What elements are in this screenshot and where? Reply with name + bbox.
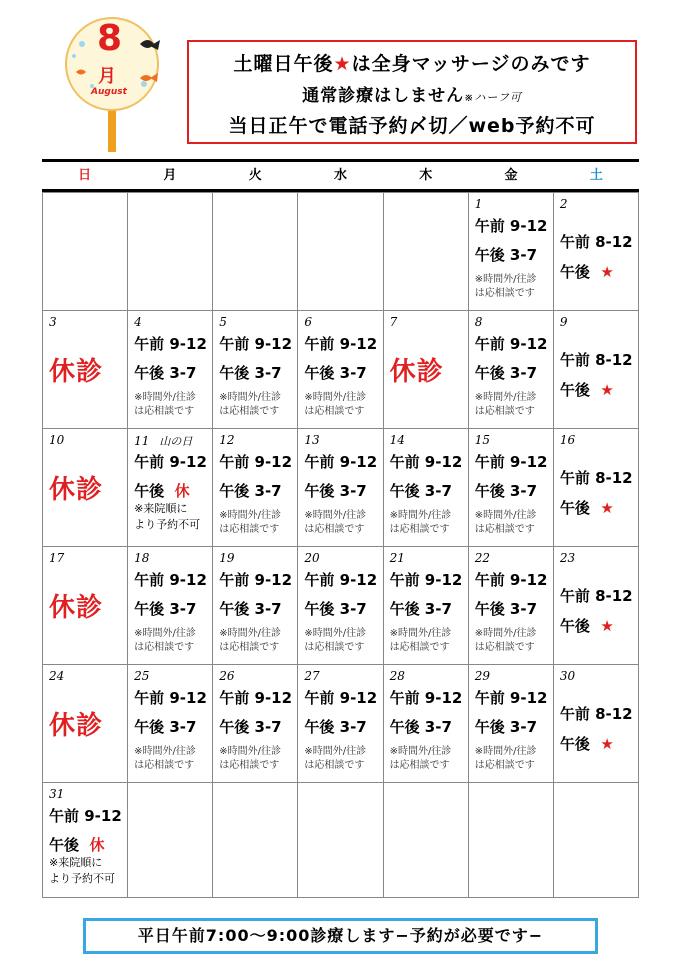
day-number: 8 — [474, 315, 483, 329]
calendar-week — [43, 783, 639, 898]
pm-closed: 午後 休 — [134, 482, 190, 500]
after-hours-note: ※時間外/往診 は応相談です — [304, 628, 367, 653]
after-hours-note: ※時間外/往診 は応相談です — [474, 392, 537, 417]
weekday-thu: 木 — [419, 168, 433, 183]
after-hours-note: ※時間外/往診 は応相談です — [304, 392, 367, 417]
day-number: 15 — [474, 433, 490, 447]
day-number: 9 — [559, 315, 568, 329]
calendar-grid — [42, 192, 639, 898]
calendar-cell — [383, 665, 468, 783]
after-hours-note: ※時間外/往診 は応相談です — [219, 628, 282, 653]
month-english: August — [91, 87, 127, 97]
calendar-cell-empty — [213, 783, 298, 898]
closed-label: 休診 — [49, 711, 104, 741]
pm-hours: 午後 3-7 — [304, 718, 367, 736]
am-hours: 午前 9-12 — [389, 571, 463, 589]
weekday-tue: 火 — [248, 168, 262, 183]
footer-notice: 平日午前7:00～9:00診療します−予約が必要です− — [83, 918, 598, 954]
calendar-cell — [298, 429, 383, 547]
calendar-cell — [213, 665, 298, 783]
calendar-week — [43, 547, 639, 665]
pm-closed: 午後 休 — [49, 836, 105, 854]
day-number: 20 — [304, 551, 320, 565]
am-hours: 午前 8-12 — [559, 587, 633, 605]
closed-label: 休診 — [49, 475, 104, 505]
after-hours-note: ※時間外/往診 は応相談です — [474, 510, 537, 535]
pm-hours: 午後 3-7 — [134, 364, 197, 382]
after-hours-note: ※時間外/往診 は応相談です — [474, 274, 537, 299]
day-number: 24 — [49, 669, 65, 683]
am-hours: 午前 9-12 — [474, 453, 548, 471]
day-number: 10 — [49, 433, 65, 447]
calendar-cell-empty — [298, 783, 383, 898]
calendar-cell — [468, 665, 553, 783]
star-icon: ★ — [600, 499, 614, 517]
calendar-cell — [298, 311, 383, 429]
day-number: 1 — [474, 197, 483, 211]
calendar-cell-sunday — [43, 547, 128, 665]
star-icon: ★ — [600, 617, 614, 635]
calendar-cell-saturday — [553, 193, 638, 311]
pm-hours: 午後 3-7 — [304, 364, 367, 382]
holiday-name: 山の日 — [159, 435, 193, 448]
pm-hours: 午後 3-7 — [474, 600, 538, 618]
after-hours-note: ※時間外/往診 は応相談です — [219, 510, 282, 535]
calendar-cell-empty — [298, 193, 383, 311]
holiday-note: ※来院順に より予約不可 — [49, 856, 115, 885]
calendar-cell-saturday — [553, 665, 638, 783]
calendar-cell-empty — [128, 193, 213, 311]
day-number: 4 — [134, 315, 142, 329]
month-number: 8 — [97, 18, 123, 59]
calendar-cell-sunday — [43, 665, 128, 783]
am-hours: 午前 8-12 — [559, 351, 633, 369]
pm-hours: 午後 3-7 — [389, 482, 452, 500]
day-number: 7 — [389, 315, 398, 329]
after-hours-note: ※時間外/往診 は応相談です — [219, 392, 282, 417]
closed-label: 休診 — [49, 357, 104, 387]
am-hours: 午前 9-12 — [474, 335, 548, 353]
day-number: 6 — [304, 315, 313, 329]
am-hours: 午前 9-12 — [389, 689, 463, 707]
pm-hours: 午後 3-7 — [219, 482, 282, 500]
pm-hours: 午後 3-7 — [219, 718, 282, 736]
notice-line-1: 土曜日午後★は全身マッサージのみです — [233, 53, 591, 75]
notice-line-3: 当日正午で電話予約〆切／web予約不可 — [228, 115, 596, 137]
calendar-cell — [468, 193, 553, 311]
calendar-cell-saturday — [553, 547, 638, 665]
pm-massage: 午後 ★ — [559, 499, 614, 517]
am-hours: 午前 8-12 — [559, 705, 633, 723]
calendar-cell — [298, 665, 383, 783]
day-number: 23 — [559, 551, 576, 565]
am-hours: 午前 9-12 — [219, 453, 293, 471]
am-hours: 午前 9-12 — [304, 453, 378, 471]
pm-hours: 午後 3-7 — [304, 600, 367, 618]
calendar-cell-sunday — [43, 311, 128, 429]
calendar-cell — [128, 311, 213, 429]
after-hours-note: ※時間外/往診 は応相談です — [474, 746, 537, 771]
after-hours-note: ※時間外/往診 は応相談です — [134, 392, 196, 417]
weekday-fri: 金 — [504, 168, 518, 183]
am-hours: 午前 9-12 — [49, 807, 122, 825]
holiday-note: ※来院順に より予約不可 — [134, 502, 201, 531]
closed-label: 休診 — [49, 593, 104, 623]
am-hours: 午前 9-12 — [474, 689, 548, 707]
weekday-sat: 土 — [589, 168, 603, 183]
calendar-cell-saturday — [553, 429, 638, 547]
after-hours-note: ※時間外/往診 は応相談です — [474, 628, 537, 653]
am-hours: 午前 9-12 — [474, 217, 548, 235]
after-hours-note: ※時間外/往診 は応相談です — [389, 746, 452, 771]
pm-massage: 午後 ★ — [559, 381, 614, 399]
weekday-header — [42, 162, 639, 189]
calendar-cell — [128, 547, 213, 665]
pm-hours: 午後 3-7 — [304, 482, 367, 500]
pm-massage: 午後 ★ — [559, 263, 614, 281]
am-hours: 午前 8-12 — [559, 469, 633, 487]
after-hours-note: ※時間外/往診 は応相談です — [389, 628, 452, 653]
day-number: 21 — [389, 551, 405, 565]
am-hours: 午前 9-12 — [304, 335, 378, 353]
day-number: 12 — [219, 433, 235, 447]
day-number: 22 — [474, 551, 490, 565]
am-hours: 午前 9-12 — [134, 453, 207, 471]
day-number: 14 — [389, 433, 405, 447]
day-number: 26 — [219, 669, 235, 683]
after-hours-note: ※時間外/往診 は応相談です — [389, 510, 452, 535]
calendar-cell-empty — [128, 783, 213, 898]
calendar-cell-empty — [383, 193, 468, 311]
day-number: 16 — [559, 433, 576, 447]
calendar-cell-empty — [43, 193, 128, 311]
calendar-cell — [383, 547, 468, 665]
day-number: 2 — [559, 197, 568, 211]
day-number: 19 — [219, 551, 235, 565]
calendar-cell-saturday — [553, 311, 638, 429]
am-hours: 午前 8-12 — [559, 233, 633, 251]
day-number: 27 — [304, 669, 320, 683]
calendar-cell — [383, 429, 468, 547]
calendar-cell — [383, 311, 468, 429]
am-hours: 午前 9-12 — [389, 453, 463, 471]
day-number: 13 — [304, 433, 320, 447]
calendar-cell — [468, 547, 553, 665]
after-hours-note: ※時間外/往診 は応相談です — [134, 746, 196, 771]
calendar-week — [43, 193, 639, 311]
after-hours-note: ※時間外/往診 は応相談です — [134, 628, 196, 653]
calendar-cell — [128, 665, 213, 783]
calendar-cell — [468, 429, 553, 547]
am-hours: 午前 9-12 — [219, 335, 293, 353]
notice-line-2: 通常診療はしません※ハーフ可 — [302, 86, 522, 106]
star-icon: ★ — [600, 263, 614, 281]
am-hours: 午前 9-12 — [134, 571, 207, 589]
am-hours: 午前 9-12 — [219, 689, 293, 707]
pm-hours: 午後 3-7 — [474, 364, 538, 382]
calendar-cell — [213, 311, 298, 429]
calendar-week — [43, 665, 639, 783]
day-number: 28 — [389, 669, 405, 683]
calendar-cell-empty — [553, 783, 638, 898]
closed-label: 休診 — [389, 357, 444, 387]
pm-massage: 午後 ★ — [559, 617, 614, 635]
weekday-mon: 月 — [163, 168, 177, 183]
star-icon: ★ — [600, 735, 614, 753]
pm-hours: 午後 3-7 — [474, 482, 538, 500]
pm-hours: 午後 3-7 — [219, 600, 282, 618]
day-number: 17 — [49, 551, 65, 565]
weekday-wed: 水 — [333, 168, 347, 183]
calendar-cell — [213, 429, 298, 547]
day-number: 3 — [49, 315, 57, 329]
am-hours: 午前 9-12 — [134, 689, 207, 707]
calendar-week — [43, 311, 639, 429]
am-hours: 午前 9-12 — [304, 571, 378, 589]
calendar-cell-holiday — [128, 429, 213, 547]
after-hours-note: ※時間外/往診 は応相談です — [304, 510, 367, 535]
calendar-cell — [298, 547, 383, 665]
pm-hours: 午後 3-7 — [219, 364, 282, 382]
after-hours-note: ※時間外/往診 は応相談です — [304, 746, 367, 771]
star-icon: ★ — [600, 381, 614, 399]
am-hours: 午前 9-12 — [474, 571, 548, 589]
am-hours: 午前 9-12 — [304, 689, 378, 707]
weekday-sun: 日 — [78, 168, 92, 183]
calendar-cell-empty — [383, 783, 468, 898]
day-number: 5 — [219, 315, 227, 329]
am-hours: 午前 9-12 — [219, 571, 293, 589]
calendar-cell-sunday-open — [43, 783, 128, 898]
pm-hours: 午後 3-7 — [134, 600, 197, 618]
calendar-cell — [213, 547, 298, 665]
day-number: 18 — [134, 551, 150, 565]
day-number: 11 山の日 — [134, 434, 193, 448]
day-number: 30 — [559, 669, 576, 683]
after-hours-note: ※時間外/往診 は応相談です — [219, 746, 282, 771]
month-kanji: 月 — [98, 66, 116, 87]
calendar-week — [43, 429, 639, 547]
pm-hours: 午後 3-7 — [389, 718, 452, 736]
calendar-cell — [468, 311, 553, 429]
day-number: 29 — [474, 669, 490, 683]
day-number: 25 — [134, 669, 150, 683]
calendar-cell-empty — [213, 193, 298, 311]
pm-hours: 午後 3-7 — [134, 718, 197, 736]
pm-massage: 午後 ★ — [559, 735, 614, 753]
pm-hours: 午後 3-7 — [474, 246, 538, 264]
pm-hours: 午後 3-7 — [474, 718, 538, 736]
am-hours: 午前 9-12 — [134, 335, 207, 353]
calendar-cell-empty — [468, 783, 553, 898]
notice-box — [187, 40, 637, 144]
pm-hours: 午後 3-7 — [389, 600, 452, 618]
calendar-cell-sunday — [43, 429, 128, 547]
day-number: 31 — [49, 787, 65, 801]
